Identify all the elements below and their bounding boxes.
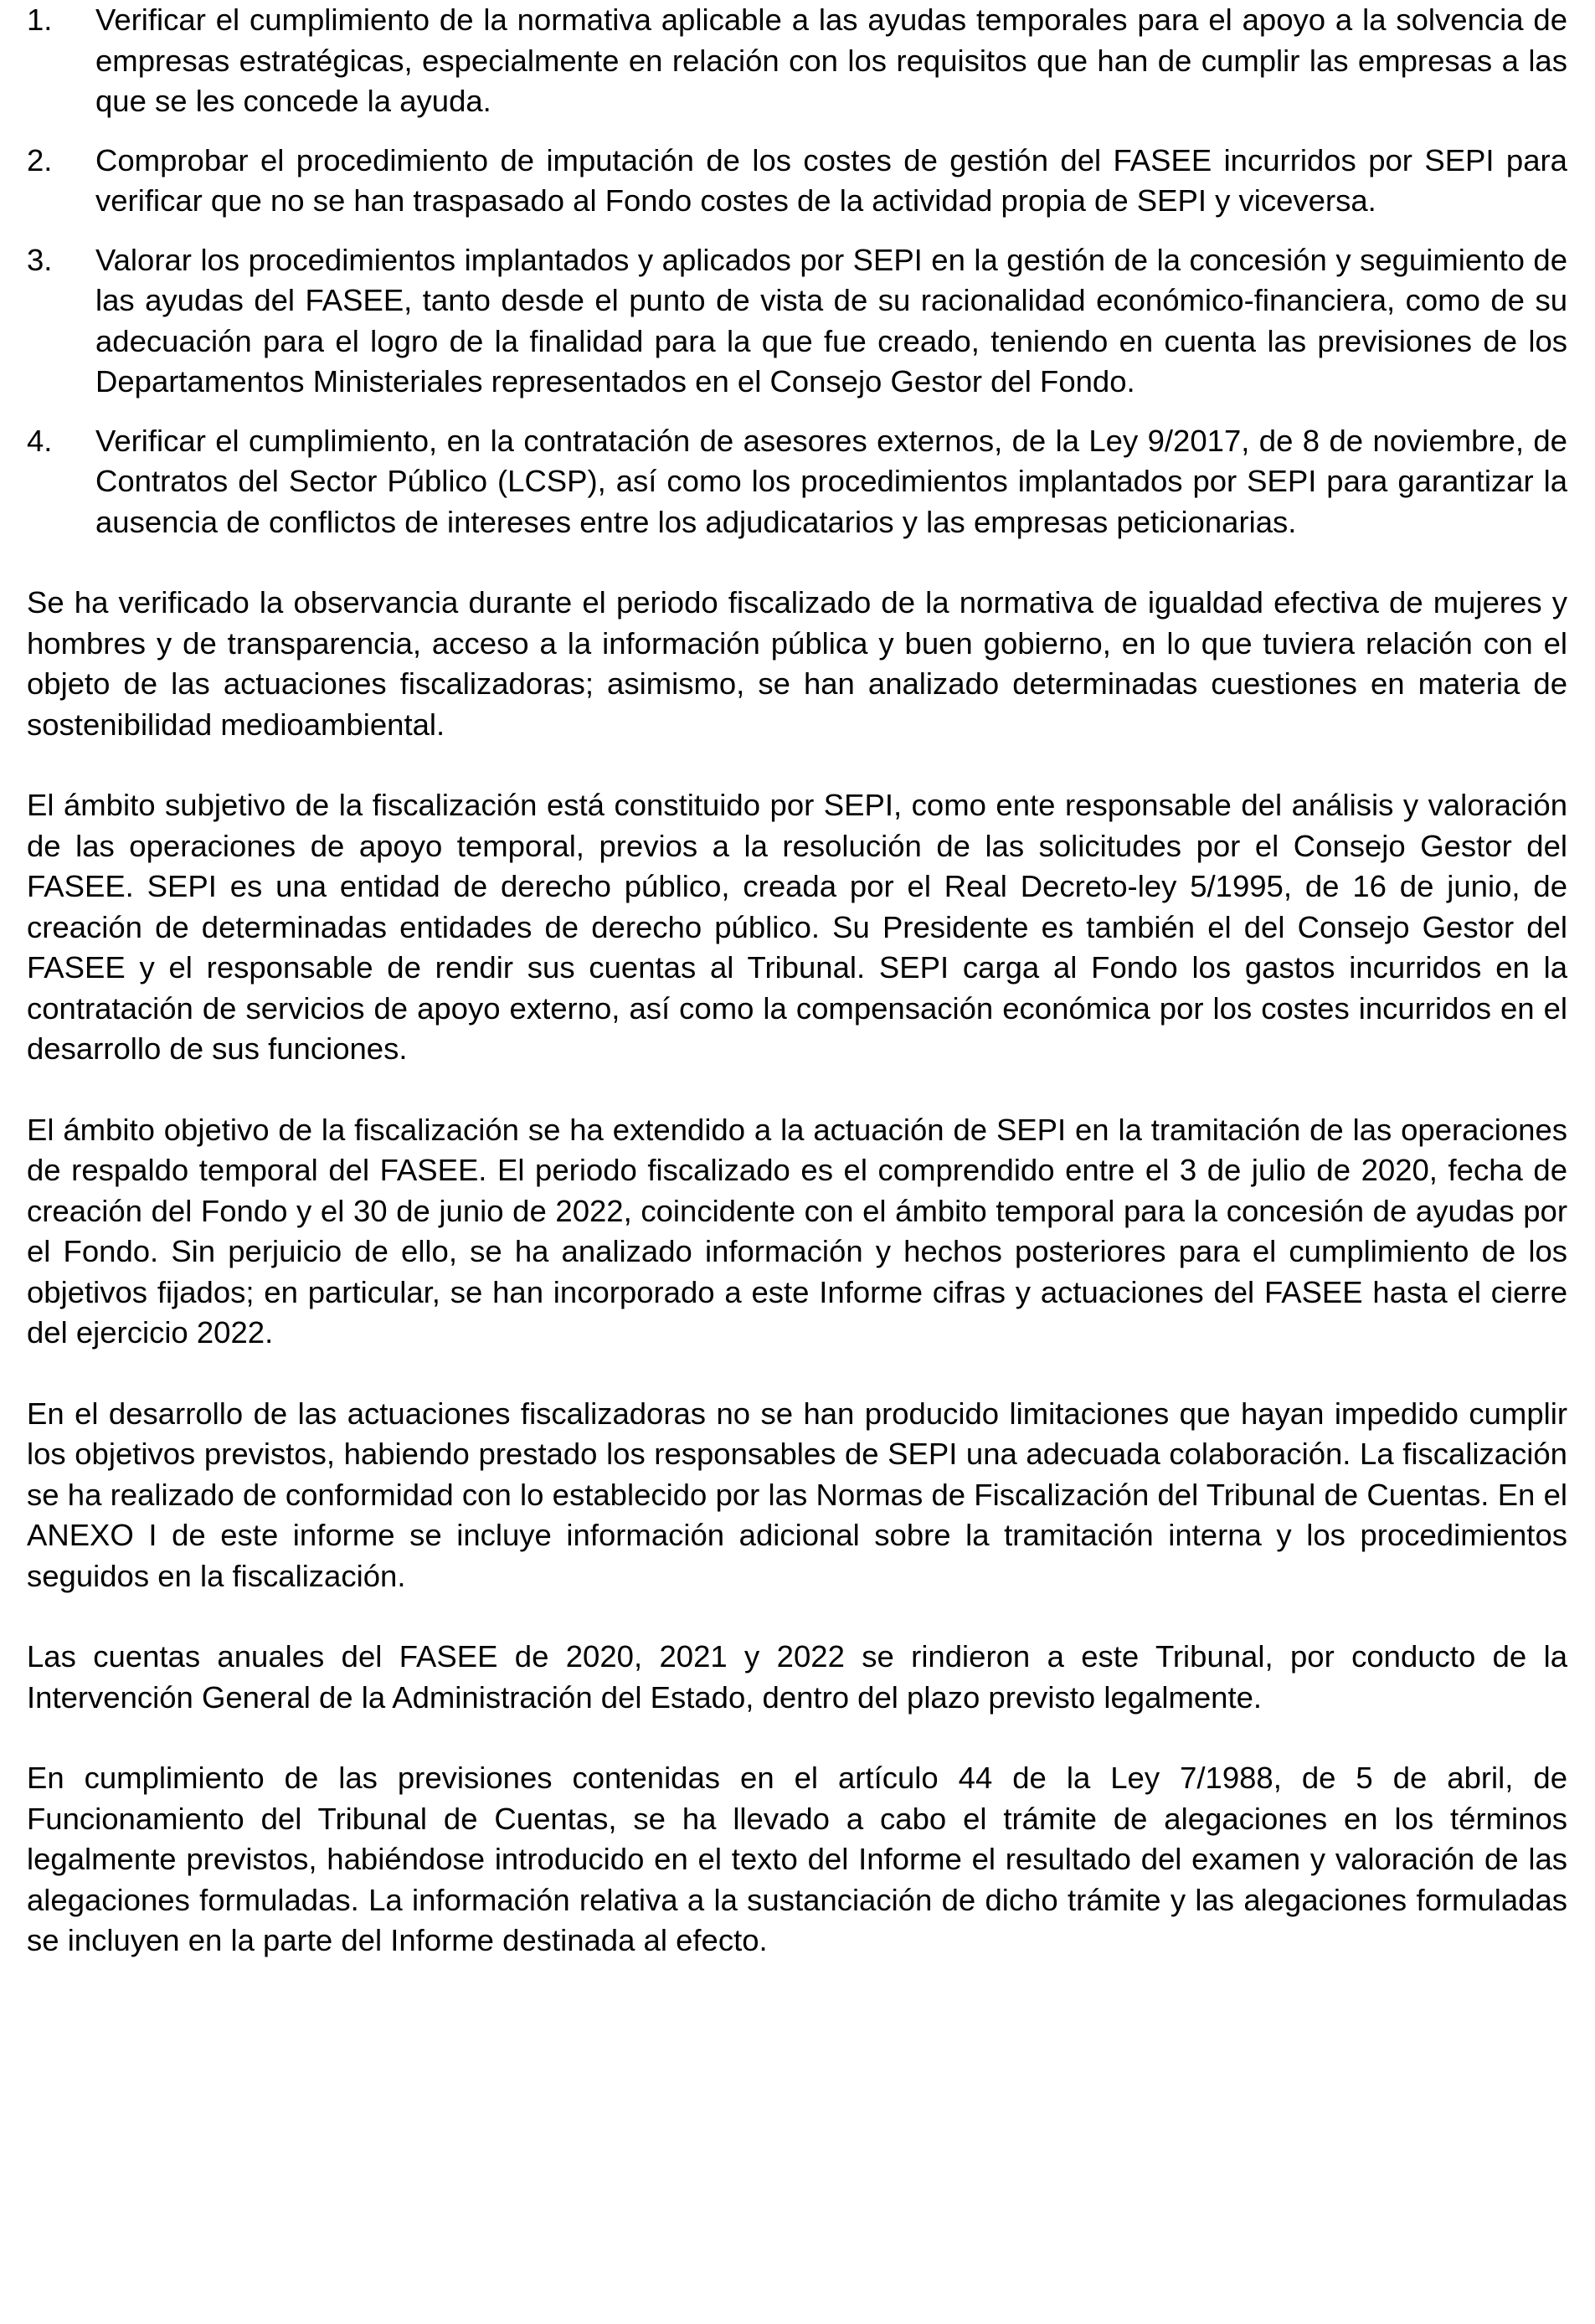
objective-text: Valorar los procedimientos implantados y aplicados por SEPI en la gestión de la concesión y seguimiento de las ayudas del FASEE, tanto desde el punto de vista de su racionalidad económico-financiera, como de su adecuación para el logro de la finalidad para la que fue creado, teniendo en cuenta las previsiones de los Departamentos Ministeriales representados en el Consejo Gestor del Fondo.: [95, 242, 1567, 398]
paragraph-objective-scope: El ámbito objetivo de la fiscalización se ha extendido a la actuación de SEPI en la tramitación de las operaciones de respaldo temporal del FASEE. El periodo fiscalizado es el comprendido entre el 3 de julio de 2020, fecha de creación del Fondo y el 30 de junio de 2022, coincidente con el ámbito temporal para la concesión de ayudas por el Fondo. Sin perjuicio de ello, se ha analizado información y hechos posteriores para el cumplimiento de los objetivos fijados; en particular, se han incorporado a este Informe cifras y actuaciones del FASEE hasta el cierre del ejercicio 2022.: [27, 1112, 1567, 1350]
paragraph-allegations: En cumplimiento de las previsiones contenidas en el artículo 44 de la Ley 7/1988, de 5 de abril, de Funcionamiento del Tribunal de Cuentas, se ha llevado a cabo el trámite de alegaciones en los términos legalmente previstos, habiéndose introducido en el texto del Informe el resultado del examen y valoración de las alegaciones formuladas. La información relativa a la sustanciación de dicho trámite y las alegaciones formuladas se incluyen en la parte del Informe destinada al efecto.: [27, 1761, 1567, 1957]
paragraph-annual-accounts: Las cuentas anuales del FASEE de 2020, 2021 y 2022 se rindieron a este Tribunal, por conducto de la Intervención General de la Administración del Estado, dentro del plazo previsto legalmente.: [27, 1639, 1567, 1715]
objective-item: [27, 141, 1567, 222]
paragraph-equality-transparency: Se ha verificado la observancia durante el periodo fiscalizado de la normativa de igualdad efectiva de mujeres y hombres y de transparencia, acceso a la información pública y buen gobierno, en lo que tuviera relación con el objeto de las actuaciones fiscalizadoras; asimismo, se han analizado determinadas cuestiones en materia de sostenibilidad medioambiental.: [27, 585, 1567, 742]
objective-number: 4.: [27, 423, 53, 458]
objective-item: [27, 0, 1567, 122]
paragraph-subjective-scope: El ámbito subjetivo de la fiscalización está constituido por SEPI, como ente responsable del análisis y valoración de las operaciones de apoyo temporal, previos a la resolución de las solicitudes por el Consejo Gestor del FASEE. SEPI es una entidad de derecho público, creada por el Real Decreto-ley 5/1995, de 16 de junio, de creación de determinadas entidades de derecho público. Su Presidente es también el del Consejo Gestor del FASEE y el responsable de rendir sus cuentas al Tribunal. SEPI carga al Fondo los gastos incurridos en la contratación de servicios de apoyo externo, así como la compensación económica por los costes incurridos en el desarrollo de sus funciones.: [27, 788, 1567, 1066]
objective-text: Verificar el cumplimiento, en la contratación de asesores externos, de la Ley 9/2017, de 8 de noviembre, de Contratos del Sector Público (LCSP), así como los procedimientos implantados por SEPI para garantizar la ausencia de conflictos de intereses entre los adjudicatarios y las empresas peticionarias.: [95, 423, 1567, 539]
objective-number: 2.: [27, 142, 53, 177]
objective-number: 3.: [27, 242, 53, 277]
paragraph-limitations: En el desarrollo de las actuaciones fiscalizadoras no se han producido limitaciones que hayan impedido cumplir los objetivos previstos, habiendo prestado los responsables de SEPI una adecuada colaboración. La fiscalización se ha realizado de conformidad con lo establecido por las Normas de Fiscalización del Tribunal de Cuentas. En el ANEXO I de este informe se incluye información adicional sobre la tramitación interna y los procedimientos seguidos en la fiscalización.: [27, 1396, 1567, 1593]
objectives-list-container: [27, 0, 1567, 542]
document-page: [27, 0, 1567, 2002]
objective-text: Comprobar el procedimiento de imputación de los costes de gestión del FASEE incurridos por SEPI para verificar que no se han traspasado al Fondo costes de la actividad propia de SEPI y viceversa.: [95, 142, 1567, 218]
objectives-list: [27, 0, 1567, 542]
objective-text: Verificar el cumplimiento de la normativa aplicable a las ayudas temporales para el apoyo a la solvencia de empresas estratégicas, especialmente en relación con los requisitos que han de cumplir las empresas a las que se les concede la ayuda.: [95, 3, 1567, 118]
objective-item: [27, 240, 1567, 403]
objective-item: [27, 421, 1567, 543]
objective-number: 1.: [27, 3, 53, 37]
